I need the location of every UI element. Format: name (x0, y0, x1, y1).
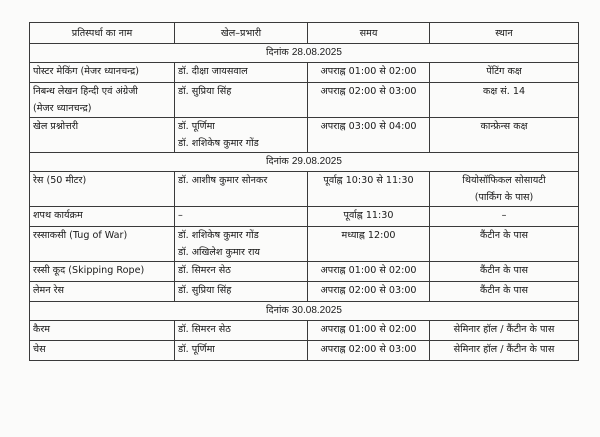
incharge-name: डॉ. शशिकेष कुमार गोंड (178, 138, 259, 149)
event-name: (मेजर ध्यानचन्द्र) (33, 103, 92, 114)
table-row (30, 172, 579, 207)
event-name: कैरम (33, 324, 51, 335)
time-cell (308, 341, 430, 361)
date-value: 28.08.2025 (291, 47, 342, 58)
venue-cell (430, 262, 579, 282)
venue-name: कैंटीन के पास (480, 230, 528, 241)
event-cell (30, 341, 175, 361)
event-name: रेस (50 मीटर) (33, 175, 87, 186)
event-name: रस्सी कूद (Skipping Rope) (33, 265, 145, 276)
header-incharge: खेल–प्रभारी (175, 23, 308, 44)
header-time: समय (308, 23, 430, 44)
event-cell (30, 172, 175, 207)
table-row (30, 321, 579, 341)
incharge-cell (175, 282, 308, 302)
incharge-cell (175, 262, 308, 282)
table-row (30, 118, 579, 153)
incharge-name: – (178, 210, 183, 221)
time-value: मध्याह्न 12:00 (341, 230, 396, 241)
venue-name: थियोसॉफिकल सोसायटी (462, 175, 546, 186)
event-name: खेल प्रश्नोत्तरी (33, 121, 79, 132)
time-cell (308, 118, 430, 153)
incharge-cell (175, 83, 308, 118)
schedule-body (30, 44, 579, 361)
header-row (30, 23, 579, 44)
table-row (30, 83, 579, 118)
incharge-name: डॉ. अखिलेश कुमार राय (178, 247, 260, 258)
event-cell (30, 282, 175, 302)
incharge-cell (175, 118, 308, 153)
table-row (30, 262, 579, 282)
time-value: अपराह्न 01:00 से 02:00 (320, 265, 417, 276)
header-venue: स्थान (430, 23, 579, 44)
date-label: दिनांक (266, 47, 289, 58)
venue-name: कैंटीन के पास (480, 285, 528, 296)
time-value: अपराह्न 02:00 से 03:00 (320, 86, 417, 97)
venue-cell (430, 63, 579, 83)
venue-name: कैंटीन के पास (480, 265, 528, 276)
table-row (30, 341, 579, 361)
event-cell (30, 207, 175, 227)
venue-cell (430, 341, 579, 361)
event-cell (30, 118, 175, 153)
event-cell (30, 227, 175, 262)
venue-name: कक्ष सं. 14 (482, 86, 526, 97)
time-cell (308, 83, 430, 118)
incharge-cell (175, 341, 308, 361)
schedule-table (29, 22, 579, 361)
date-row (30, 302, 579, 321)
venue-cell (430, 321, 579, 341)
header-event: प्रतिस्पर्धा का नाम (30, 23, 175, 44)
date-row (30, 153, 579, 172)
venue-cell (430, 207, 579, 227)
incharge-name: डॉ. सुप्रिया सिंह (178, 86, 232, 97)
date-cell (30, 153, 579, 172)
time-cell (308, 282, 430, 302)
date-value: 30.08.2025 (291, 305, 342, 316)
incharge-name: डॉ. पूर्णिमा (178, 344, 215, 355)
event-cell (30, 63, 175, 83)
venue-cell (430, 227, 579, 262)
incharge-cell (175, 172, 308, 207)
date-value: 29.08.2025 (291, 156, 342, 167)
incharge-name: डॉ. सुप्रिया सिंह (178, 285, 232, 296)
time-cell (308, 172, 430, 207)
venue-name: – (501, 210, 507, 221)
time-cell (308, 227, 430, 262)
venue-name: सेमिनार हॉल / कैंटीन के पास (453, 324, 555, 335)
venue-name: पेंटिंग कक्ष (486, 66, 522, 77)
table-row (30, 227, 579, 262)
date-row (30, 44, 579, 63)
time-value: अपराह्न 03:00 से 04:00 (320, 121, 417, 132)
time-cell (308, 207, 430, 227)
event-name: पोस्टर मेकिंग (मेजर ध्यानचन्द्र) (33, 66, 139, 77)
event-name: चेस (33, 344, 46, 355)
time-value: अपराह्न 01:00 से 02:00 (320, 324, 417, 335)
incharge-cell (175, 321, 308, 341)
date-cell (30, 302, 579, 321)
venue-name: सेमिनार हॉल / कैंटीन के पास (453, 344, 555, 355)
venue-name: कान्फ्रेन्स कक्ष (480, 121, 528, 132)
date-cell (30, 44, 579, 63)
event-name: निबन्ध लेखन हिन्दी एवं अंग्रेजी (33, 86, 138, 97)
time-cell (308, 63, 430, 83)
event-name: लेमन रेस (33, 285, 65, 296)
incharge-cell (175, 227, 308, 262)
incharge-name: डॉ. सिमरन सेठ (178, 265, 231, 276)
date-label: दिनांक (266, 156, 289, 167)
incharge-name: डॉ. शशिकेष कुमार गोंड (178, 230, 259, 241)
venue-cell (430, 172, 579, 207)
event-name: रस्साकसी (Tug of War) (33, 230, 128, 241)
time-cell (308, 321, 430, 341)
incharge-name: डॉ. सिमरन सेठ (178, 324, 231, 335)
date-label: दिनांक (266, 305, 289, 316)
venue-cell (430, 118, 579, 153)
incharge-name: डॉ. दीक्षा जायसवाल (178, 66, 248, 77)
incharge-name: डॉ. पूर्णिमा (178, 121, 215, 132)
incharge-cell (175, 207, 308, 227)
table-row (30, 282, 579, 302)
incharge-name: डॉ. आशीष कुमार सोनकर (178, 175, 268, 186)
time-value: अपराह्न 02:00 से 03:00 (320, 285, 417, 296)
table-row (30, 63, 579, 83)
event-name: शपथ कार्यक्रम (33, 210, 83, 221)
event-cell (30, 83, 175, 118)
venue-cell (430, 83, 579, 118)
venue-cell (430, 282, 579, 302)
event-cell (30, 262, 175, 282)
time-value: पूर्वाह्न 10:30 से 11:30 (323, 175, 414, 186)
venue-name: (पार्किंग के पास) (474, 192, 534, 203)
event-cell (30, 321, 175, 341)
incharge-cell (175, 63, 308, 83)
time-value: अपराह्न 01:00 से 02:00 (320, 66, 417, 77)
table-row (30, 207, 579, 227)
time-cell (308, 262, 430, 282)
time-value: अपराह्न 02:00 से 03:00 (320, 344, 417, 355)
time-value: पूर्वाह्न 11:30 (343, 210, 394, 221)
